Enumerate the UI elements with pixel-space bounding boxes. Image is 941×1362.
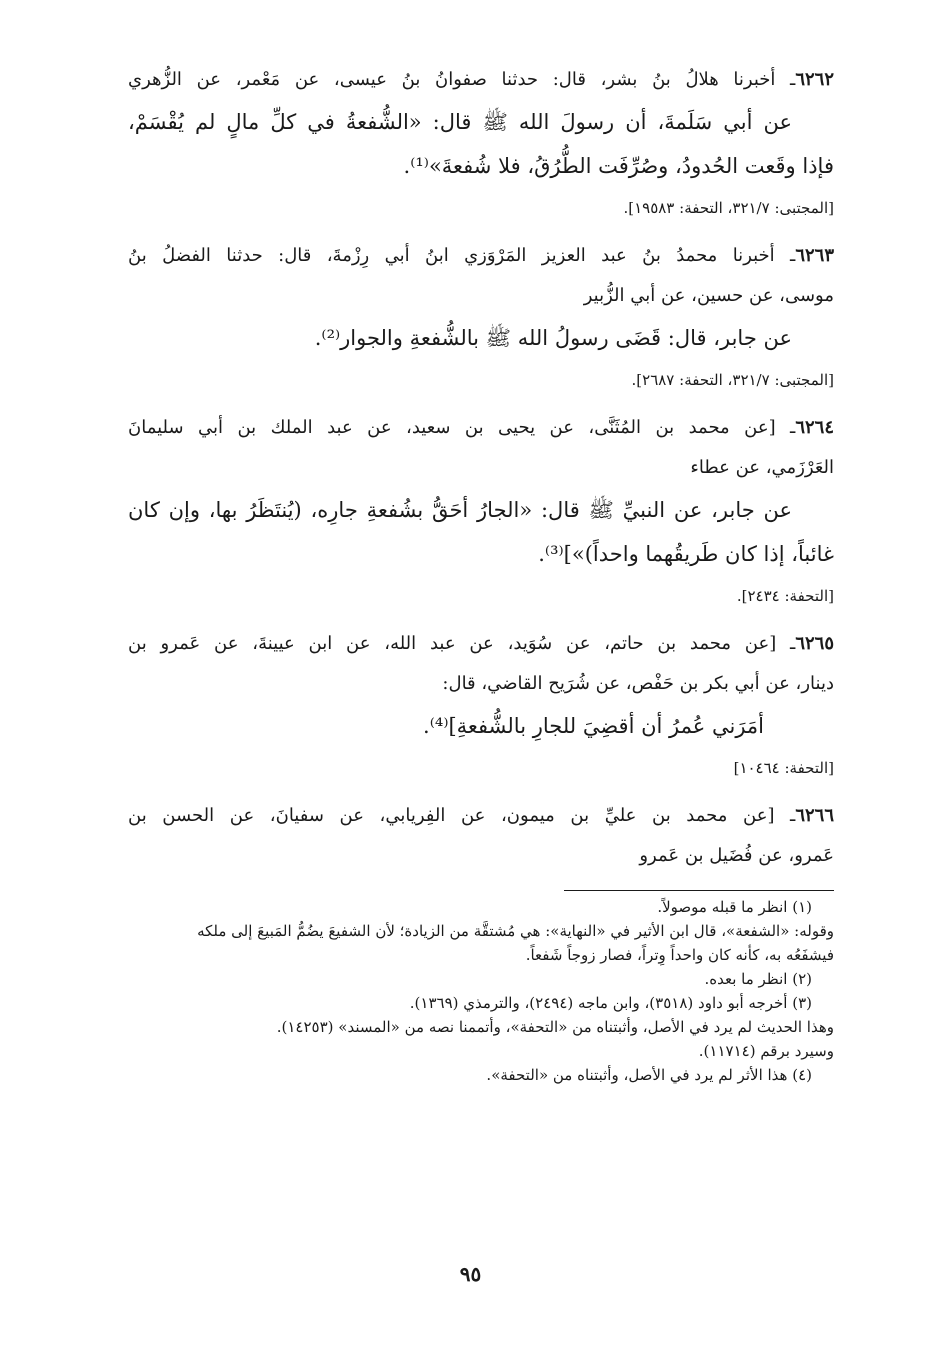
footnote-line: (٢) انظر ما بعده. <box>704 970 812 988</box>
hadith-line: ٦٢٦٦ـ [عن محمد بن عليِّ بن ميمون، عن الفِريابي، عن سفيانَ، عن الحسن بن <box>128 805 834 826</box>
hadith-number: ٦٢٦٥ <box>795 633 834 654</box>
hadith-reference: [المجتبى: ٣٢١/٧، التحفة: ١٩٥٨٣]. <box>623 199 834 217</box>
hadith-number: ٦٢٦٤ <box>795 417 834 438</box>
hadith-6266 <box>128 796 834 876</box>
footnote-line: وهذا الحديث لم يرد في الأصل، وأثبتناه من «التحفة»، وأتممنا نصه من «المسند» (١٤٢٥٣). <box>276 1018 834 1036</box>
footnote-line: وقوله: «الشفعة»، قال ابن الأثير في «النهاية»: هي مُشتقَّة من الزيادة؛ لأن الشفيعَ يضُمُّ المَبيعَ إلى ملكه <box>197 922 834 940</box>
hadith-number: ٦٢٦٢ <box>795 69 834 90</box>
hadith-line: دينار، عن أبي بكر بن حَفْص، عن شُرَيح القاضي، قال: <box>442 673 834 694</box>
footnote-line: (٤) هذا الأثر لم يرد في الأصل، وأثبتناه من «التحفة». <box>486 1066 812 1084</box>
hadith-line: عن جابر، قال: قَضَى رسولُ الله ﷺ بالشُّفعةِ والجوار⁽²⁾. <box>314 326 792 350</box>
footnote-separator <box>564 890 834 891</box>
hadith-line: ٦٢٦٢ـ أخبرنا هلالُ بنُ بشر، قال: حدثنا صفوانُ بنُ عيسى، عن مَعْمر، عن الزُّهري <box>128 69 834 90</box>
hadith-line: ٦٢٦٥ـ [عن محمد بن حاتم، عن سُوَيد، عن عبد الله، عن ابن عيينةَ، عن عَمرو بن <box>128 633 834 654</box>
footnote-line: وسيرد برقم (١١٧١٤). <box>698 1042 834 1060</box>
hadith-reference: [المجتبى: ٣٢١/٧، التحفة: ٢٦٨٧]. <box>631 371 834 389</box>
hadith-line: فإذا وقَعت الحُدودُ، وصُرِّفَت الطُّرُقُ، فلا شُفعةَ»⁽¹⁾. <box>403 154 834 178</box>
hadith-line: ٦٢٦٤ـ [عن محمد بن المُثَنَّى، عن يحيى بن سعيد، عن عبد الملك بن أبي سليمانَ <box>128 417 834 438</box>
hadith-6264 <box>128 408 834 610</box>
hadith-line: ٦٢٦٣ـ أخبرنا محمدُ بنُ عبد العزيز المَرْوَزي ابنُ أبي رِزْمةَ، قال: حدثنا الفضلُ بنُ <box>128 245 834 266</box>
hadith-line: غائباً، إذا كان طَريقُهما واحداً)»]⁽³⁾. <box>538 542 834 566</box>
hadith-reference: [التحفة: ٢٤٣٤]. <box>736 587 834 605</box>
hadith-line: أمَرَني عُمرُ أن أقضِيَ للجارِ بالشُّفعةِ]⁽⁴⁾. <box>423 714 764 738</box>
document-page <box>128 60 834 1087</box>
hadith-6265 <box>128 624 834 782</box>
hadith-line: عَمرو، عن فُضَيل بن عَمرو <box>639 845 834 866</box>
footnote-line: (٣) أخرجه أبو داود (٣٥١٨)، وابن ماجه (٢٤٩٤)، والترمذي (١٣٦٩). <box>409 994 812 1012</box>
footnote-line: (١) انظر ما قبله موصولاً. <box>657 898 812 916</box>
hadith-reference: [التحفة: ١٠٤٦٤] <box>733 759 834 777</box>
page-number: ٩٥ <box>459 1262 482 1286</box>
hadith-6262 <box>128 60 834 222</box>
hadith-line: عن جابر، عن النبيِّ ﷺ قال: «الجارُ أحَقُّ بشُفعةِ جارِه، (يُنتَظَرُ بها، وإن كان <box>128 498 792 522</box>
hadith-6263 <box>128 236 834 394</box>
footnotes <box>128 895 834 1087</box>
hadith-line: العَرْزَمي، عن عطاء <box>690 457 834 478</box>
hadith-line: عن أبي سَلَمةَ، أن رسولَ الله ﷺ قال: «الشُّفعةُ في كلِّ مالٍ لم يُقْسَمْ، <box>128 110 792 134</box>
hadith-number: ٦٢٦٦ <box>795 805 834 826</box>
hadith-line: موسى، عن حسين، عن أبي الزُّبير <box>583 285 834 306</box>
footnote-line: فيشفَعُه به، كأنه كان واحداً وِتراً، فصار زوجاً شَفعاً. <box>525 946 834 964</box>
hadith-number: ٦٢٦٣ <box>795 245 834 266</box>
